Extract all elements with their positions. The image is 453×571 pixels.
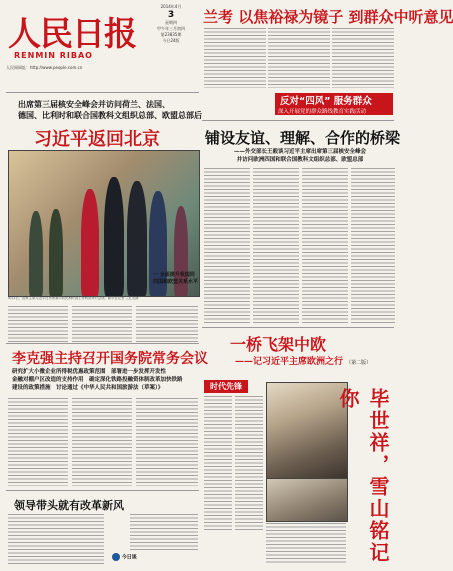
lead-kicker-line-2: 德国、比利时和联合国教科文组织总部、欧盟总部后 [18,111,202,120]
article-body-text [204,28,266,88]
page-count: 今日24版 [162,38,180,43]
article-body-text [266,523,346,563]
feature-photo-small [266,478,348,522]
date-lunar: 甲午年三月初四 [157,26,185,31]
divider [202,120,394,121]
column-logo-text: 今日谈 [121,554,137,561]
masthead-english: RENMIN RIBAO [14,51,93,60]
side-note-line-1: 一 全面提升我国同 [153,272,195,278]
issue-number: 第23835期 [160,32,182,37]
bridge-subheadline [235,354,371,367]
divider [6,343,199,344]
article-body-text [235,396,263,530]
commentary-headline: 领导带头就有改革新风 [14,499,124,512]
europe-headline: 铺设友谊、理解、合作的桥梁 [205,129,401,147]
photo-figure [29,211,43,296]
article-body-text [136,398,198,486]
article-body-text [8,398,68,486]
article-body-text [253,168,299,324]
photo-figure [81,189,99,296]
photo-side-note [153,272,198,286]
article-body-text [130,514,198,550]
li-sub-line-3: 建设的政策措施 讨论通过《中华人民共和国旅游法（草案）》 [12,385,164,391]
photo-figure [104,177,124,296]
lead-kicker [18,99,202,121]
article-body-text [136,306,198,342]
photo-figure [127,181,147,296]
masthead-url: 人民网网址：http://www.people.com.cn [6,65,83,70]
column-logo [112,553,137,561]
li-subheadline [12,368,198,392]
era-tag: 时代先锋 [204,380,248,393]
europe-sub-line-1: ——外交部长王毅谈习近平主席出席第三届核安全峰会 [233,149,366,155]
bridge-sub-note: （第二版） [346,360,372,366]
article-body-text [268,28,330,88]
photo-caption: 4月1日，国家主席习近平在布鲁塞尔同比利时国王菲利普举行会谈。新华社记者 兰红光摄 [8,296,139,300]
date-year-month: 2014年4月 [160,4,182,9]
top-headline: 兰考 以焦裕禄为镜子 到群众中听意见 [203,8,453,26]
masthead-title: 人民日报 [8,14,136,53]
vertical-headline: 毕世祥，雪山铭记你 [336,388,390,564]
divider [6,490,199,491]
article-body-text [72,306,132,342]
europe-sub-line-2: 并访问欧洲四国和联合国教科文组织总部、欧盟总部 [236,157,364,163]
article-body-text [204,396,232,530]
europe-subheadline [215,148,385,164]
lead-headline: 习近平返回北京 [34,129,160,150]
lead-kicker-line-1: 出席第三届核安全峰会并访问荷兰、法国、 [18,100,170,109]
side-note-line-2: 四国和欧盟关系水平 [153,279,199,285]
article-body-text [72,398,132,486]
article-body-text [8,306,68,342]
campaign-banner-subtitle: 深入开展党的群众路线教育实践活动 [278,109,367,115]
bridge-headline: 一桥飞架中欧 [230,335,327,354]
bridge-sub-text: ——记习近平主席欧洲之行 [235,357,344,367]
li-headline: 李克强主持召开国务院常务会议 [12,351,208,367]
article-body-text [351,168,395,324]
article-body-text [302,168,348,324]
date-weekday: 星期四 [165,20,177,25]
column-logo-icon [112,553,120,561]
campaign-banner-title: 反对“四风” 服务群众 [280,96,372,107]
date-day: 3 [167,10,175,20]
li-sub-line-1: 研究扩大小微企业所得税优惠政策范围 部署进一步发挥开发性 [12,369,167,375]
date-box [146,4,196,44]
photo-figure [49,209,63,296]
article-body-text [8,514,104,566]
li-sub-line-2: 金融对棚户区改造的支持作用 确定深化铁路投融资体制改革加快铁路 [12,377,183,383]
divider [202,327,394,328]
divider [6,92,199,93]
article-body-text [332,28,394,88]
article-body-text [204,168,250,324]
